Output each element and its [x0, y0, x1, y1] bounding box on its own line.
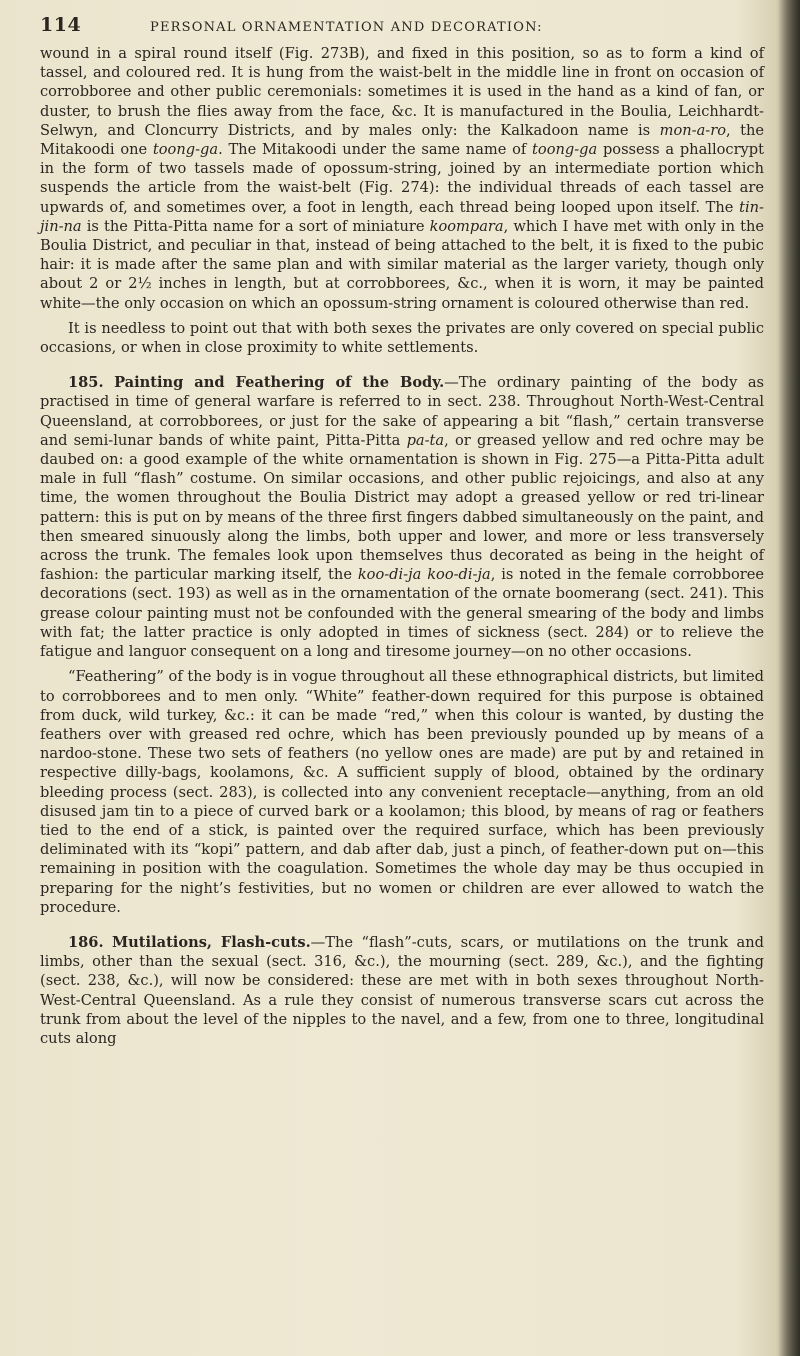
page-header [40, 14, 760, 38]
section-number: 186. [68, 933, 104, 951]
text-run: It is needless to point out that with both sexes the privates are only covered on special public occasions, or when in close proximity to white settlements. [40, 319, 764, 357]
text-run: is the Pitta-Pitta name for a sort of miniature [81, 217, 430, 235]
page-number: 114 [40, 14, 82, 36]
paragraph [40, 319, 764, 357]
text-run: , which I have met with only in the Boulia District, and peculiar in that, instead of being attached to the belt, it is fixed to the pubic hair: it is made after the same plan and with similar material as the larger variety, though only about 2 or 2½ inches in length, but at corrobborees, &c., when it is worn, it may be painted white—the only occasion on which an opossum-string ornament is coloured otherwise than red. [40, 217, 765, 312]
text-run: , or greased yellow and red ochre may be daubed on: a good example of the white ornamentation is shown in Fig. 275—a Pitta-Pitta adult male in full “flash” costume. On similar occasions, and other public rejoicings, and also at any time, the women throughout the Boulia District may adopt a greased yellow or red tri-linear pattern: this is put on by means of the three first fingers dabbed simultaneously on the paint, and then smeared sinuously along the limbs, both upper and lower, and more or less transversely across the trunk. The females look upon themselves thus decorated as being in the height of fashion: the particular marking itself, the [40, 431, 764, 584]
text-run: , the Mitakoodi one [40, 121, 764, 159]
text-run: , is noted in the female corrobboree decorations (sect. 193) as well as in the ornamentation of the ornate boomerang (sect. 241). This grease colour painting must not be confounded with the general smearing of the body and limbs with fat; the latter practice is only adopted in times of sickness (sect. 284) or to relieve the fatigue and languor consequent on a long and tiresome journey—on no other occasions. [40, 566, 764, 661]
text-run: —The ordinary painting of the body as practised in time of general warfare is referred to in sect. 238. Throughout North-West-Central Queensland, at corrobborees, or just for the sake of appearing a bit “flash,” certain transverse and semi-lunar bands of white paint, Pitta-Pitta [40, 374, 765, 449]
italic-term: pa-ta [406, 431, 445, 449]
section-title: Mutilations, Flash-cuts. [112, 933, 311, 951]
italic-term: toong-ga [152, 141, 219, 159]
text-run: wound in a spiral round itself (Fig. 273B), and fixed in this position, so as to form a kind of tassel, and coloured red. It is hung from the waist-belt in the middle line in front on occasion of corrobboree and other public ceremonials: sometimes it is used in the hand as a kind of fan, or duster, to brush the flies away from the face, &c. It is manufactured in the Boulia, Leichhardt-Selwyn, and Cloncurry Districts, and by males only: the Kalkadoon name is [40, 45, 764, 139]
italic-term: koo-di-ja koo-di-ja [357, 566, 491, 584]
text-run: possess a phallocrypt in the form of two tassels made of opossum-string, joined by an intermediate portion which suspends the article from the waist-belt (Fig. 274): the individual threads of each tassel are upwards of, and sometimes over, a foot in length, each thread being looped upon itself. The [40, 141, 764, 216]
section-paragraph [40, 933, 764, 1048]
section-number: 185. [68, 374, 104, 392]
paragraph [40, 44, 764, 313]
section-paragraph [40, 373, 764, 661]
page-binding-shadow [778, 0, 800, 1356]
paragraph [40, 667, 764, 917]
text-run: . The Mitakoodi under the same name of [218, 141, 533, 159]
text-run: —The “flash”-cuts, scars, or mutilations on the trunk and limbs, other than the sexual (sect. 316, &c.), the mourning (sect. 289, &c.), and the fighting (sect. 238, &c.), will now be considered: these are met with in both sexes throughout North-West-Central Queensland. As a rule they consist of numerous transverse scars cut across the trunk from about the level of the nipples to the navel, and a few, from one to three, longitudinal cuts along [40, 933, 764, 1047]
italic-term: koompara [429, 217, 504, 235]
italic-term: tin-jin-na [40, 198, 764, 235]
running-head: PERSONAL ORNAMENTATION AND DECORATION: [150, 20, 543, 35]
italic-term: toong-ga [532, 141, 598, 159]
section-title: Painting and Feathering of the Body. [114, 374, 445, 392]
italic-term: mon-a-ro [659, 121, 726, 139]
body-text [40, 44, 764, 1054]
text-run: “Feathering” of the body is in vogue throughout all these ethnographical districts, but limited to corrobborees and to men only. “White” feather-down required for this purpose is obtained from duck, wild turkey, &c.: it can be made “red,” when this colour is wanted, by dusting the feathers over with greased red ochre, which has been previously pounded up by means of a nardoo-stone. These two sets of feathers (no yellow ones are made) are put by and retained in respective dilly-bags, koolamons, &c. A sufficient supply of blood, obtained by the ordinary bleeding process (sect. 283), is collected into any convenient receptacle—anything, from an old disused jam tin to a piece of curved bark or a koolamon; this blood, by means of rag or feathers tied to the end of a stick, is painted over the required surface, which has been previously deliminated with its “kopi” pattern, and dab after dab, just a pinch, of feather-down put on—this remaining in position with the coagulation. Sometimes the whole day may be thus occupied in preparing for the night’s festivities, but no women or children are ever allowed to watch the procedure. [40, 668, 764, 916]
